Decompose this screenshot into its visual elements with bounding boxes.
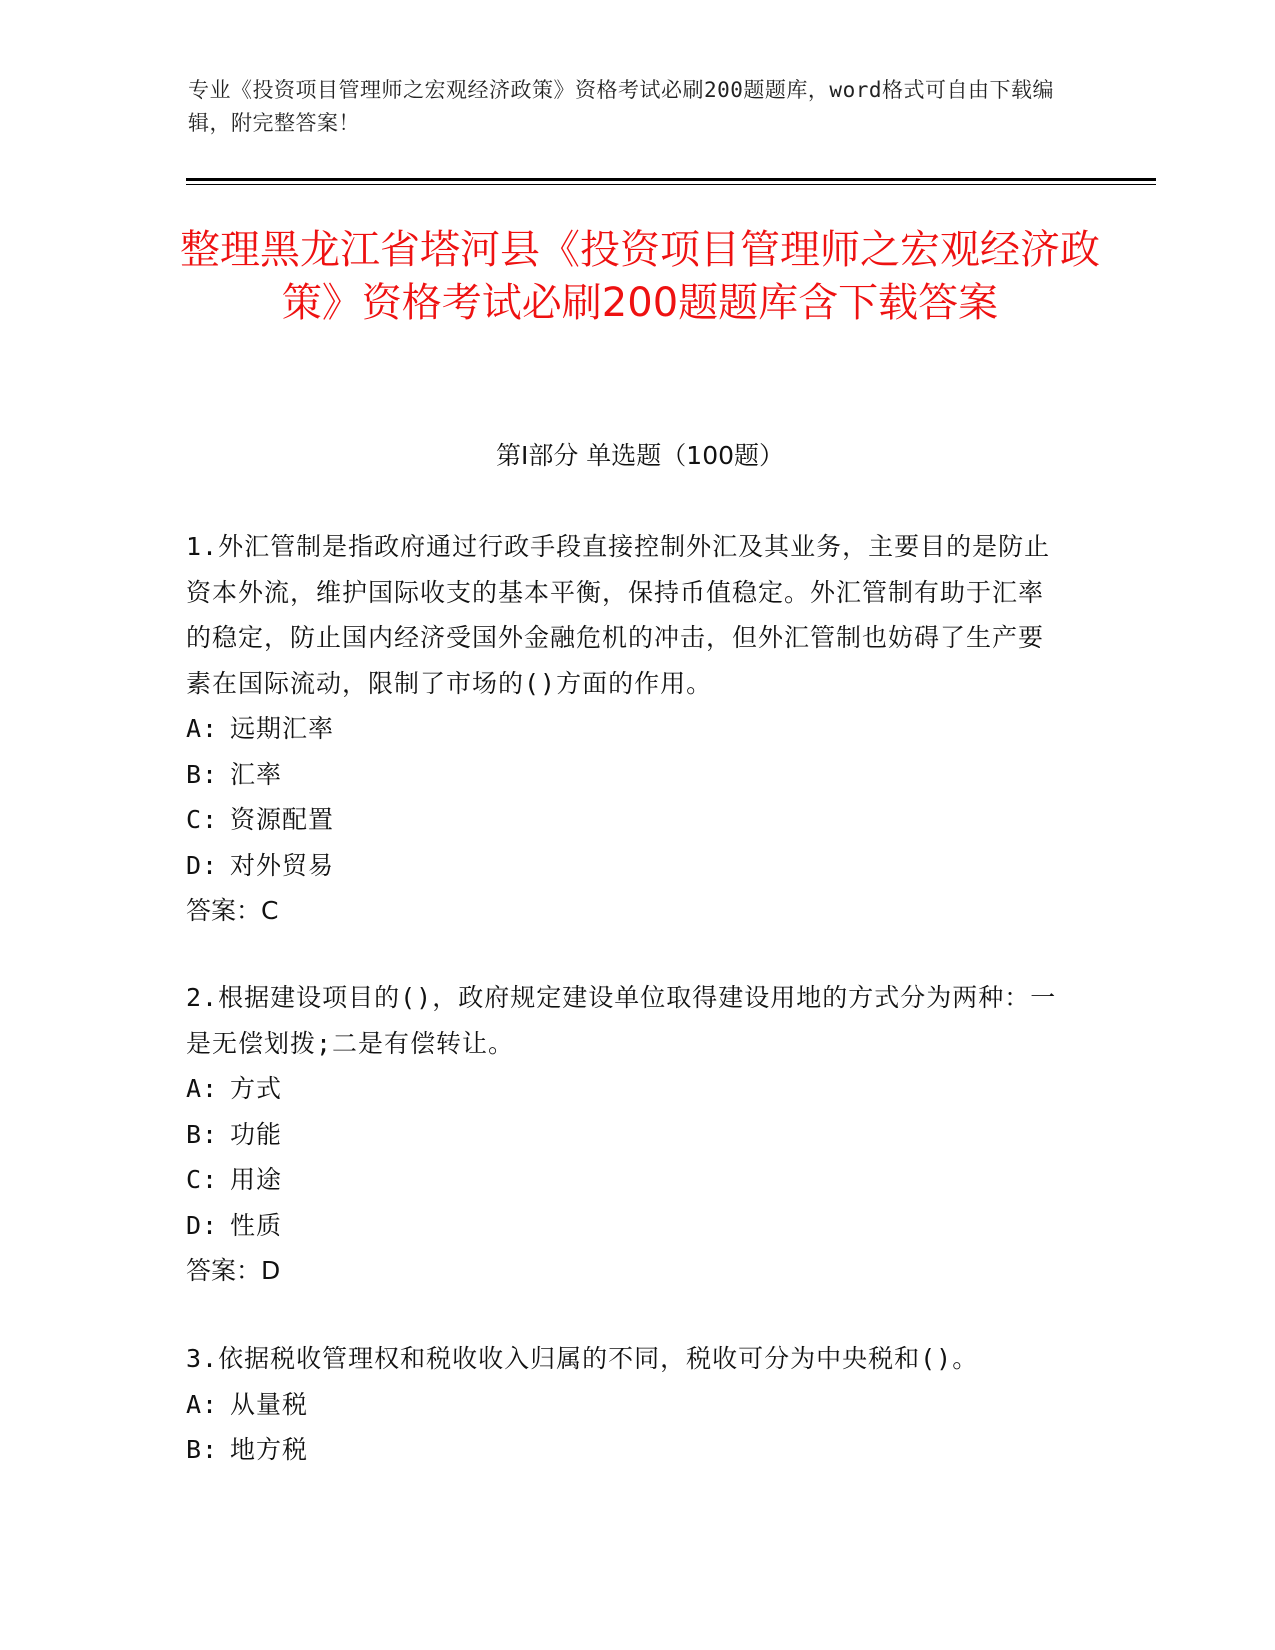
option-text: 资源配置 xyxy=(230,805,335,834)
question-stem: 2.根据建设项目的()，政府规定建设单位取得建设用地的方式分为两种：一是无偿划拨;二是有偿转让。 xyxy=(186,983,1057,1058)
question-stem: 1.外汇管制是指政府通过行政手段直接控制外汇及其业务，主要目的是防止资本外流，维护国际收支的基本平衡，保持币值稳定。外汇管制有助于汇率的稳定，防止国内经济受国外金融危机的冲击，但外汇管制也妨碍了生产要素在国际流动，限制了市场的()方面的作用。 xyxy=(186,532,1051,698)
header-divider-thick xyxy=(186,178,1156,181)
header-note: 专业《投资项目管理师之宏观经济政策》资格考试必刷200题题库，word格式可自由下载编辑，附完整答案！ xyxy=(188,78,1054,135)
option-d xyxy=(186,843,1066,889)
option-key: C: xyxy=(186,1165,219,1194)
header-divider-thin xyxy=(186,184,1156,185)
option-a xyxy=(186,1066,1066,1112)
option-key: A: xyxy=(186,1389,219,1419)
answer-line: 答案：D xyxy=(186,1256,281,1285)
option-text: 性质 xyxy=(230,1210,283,1240)
option-a xyxy=(186,706,1066,752)
option-key: D: xyxy=(186,850,219,880)
option-a xyxy=(186,1382,1066,1428)
option-key: A: xyxy=(186,1074,219,1103)
option-key: B: xyxy=(186,759,219,789)
question-3 xyxy=(186,1336,1066,1473)
option-key: A: xyxy=(186,714,219,743)
question-2 xyxy=(186,975,1066,1294)
question-1 xyxy=(186,524,1066,934)
option-key: C: xyxy=(186,805,219,834)
option-text: 地方税 xyxy=(230,1435,309,1464)
option-text: 功能 xyxy=(230,1119,283,1149)
answer-line: 答案：C xyxy=(186,896,279,925)
question-stem: 3.依据税收管理权和税收收入归属的不同，税收可分为中央税和()。 xyxy=(186,1344,979,1373)
option-text: 用途 xyxy=(230,1165,283,1194)
option-text: 对外贸易 xyxy=(230,850,335,880)
option-b xyxy=(186,1112,1066,1158)
section-heading: 第Ⅰ部分 单选题（100题） xyxy=(495,441,785,470)
option-b xyxy=(186,1427,1066,1473)
option-c xyxy=(186,1157,1066,1203)
option-key: B: xyxy=(186,1119,219,1149)
option-text: 方式 xyxy=(230,1074,283,1103)
option-c xyxy=(186,797,1066,843)
option-text: 汇率 xyxy=(230,759,283,789)
option-key: D: xyxy=(186,1210,219,1240)
document-title: 整理黑龙江省塔河县《投资项目管理师之宏观经济政策》资格考试必刷200题题库含下载答案 xyxy=(180,227,1100,326)
option-text: 远期汇率 xyxy=(230,714,335,743)
option-d xyxy=(186,1203,1066,1249)
option-key: B: xyxy=(186,1435,219,1464)
option-text: 从量税 xyxy=(230,1389,309,1419)
option-b xyxy=(186,752,1066,798)
